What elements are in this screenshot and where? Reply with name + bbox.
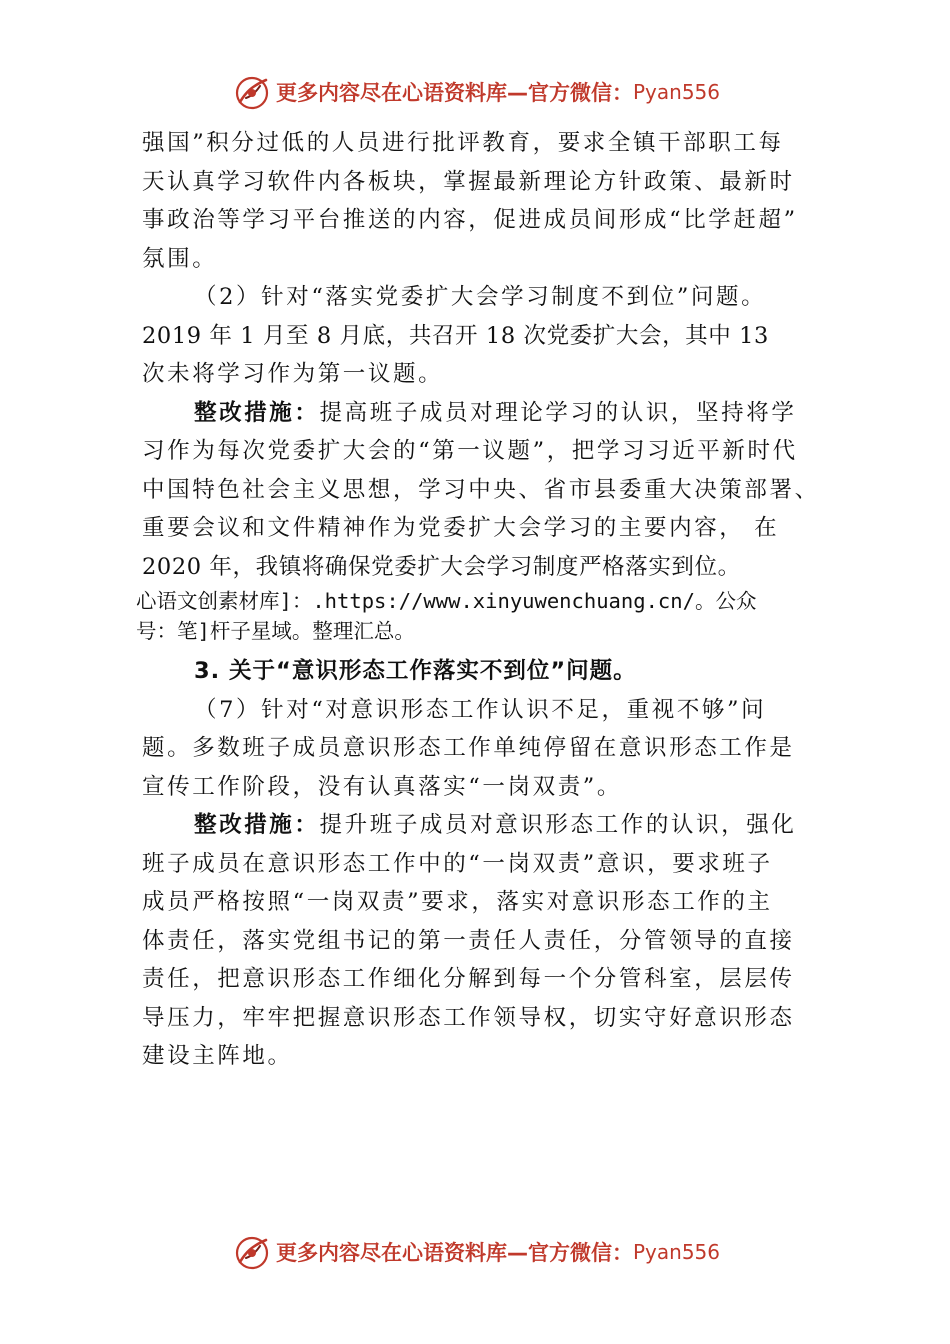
brand-logo-icon: [232, 1232, 272, 1272]
paragraph-line: 次未将学习作为第一议题。: [142, 361, 444, 387]
issue-title-line: （7）针对“对意识形态工作认识不足，重视不够”问: [194, 696, 767, 723]
paragraph-line: 题。多数班子成员意识形态工作单纯停留在意识形态工作是: [142, 735, 795, 761]
brand-logo-icon: [232, 72, 272, 112]
paragraph-line: 成员严格按照“一岗双责”要求，落实对意识形态工作的主: [142, 889, 773, 915]
paragraph-line: 强国”积分过低的人员进行批评教育，要求全镇干部职工每: [142, 130, 784, 156]
paragraph-line: 建设主阵地。: [142, 1043, 293, 1069]
measures-paragraph-line: [142, 394, 822, 433]
paragraph-line: 宣传工作阶段，没有认真落实“一岗双责”。: [142, 773, 623, 800]
banner-wechat-id: Pyan556: [633, 1240, 721, 1264]
paragraph-line: 体责任，落实党组书记的第一责任人责任，分管领导的直接: [142, 927, 795, 954]
source-note-line: 号：笔]杆子星域。整理汇总。: [136, 619, 415, 643]
footer-banner: [232, 1232, 732, 1272]
paragraph-line: 习作为每次党委扩大会的“第一议题”，把学习习近平新时代: [142, 438, 798, 464]
paragraph-line: 2019 年 1 月至 8 月底，共召开 18 次党委扩大会，其中 13: [142, 322, 769, 349]
measures-paragraph-line: [142, 806, 822, 845]
measures-label: 整改措施：: [194, 399, 320, 426]
banner-text: 更多内容尽在心语资料库—官方微信：: [276, 1241, 633, 1265]
source-note-line: 心语文创素材库]：.https://www.xinyuwenchuang.cn/。公众: [136, 589, 757, 613]
measures-label: 整改措施：: [194, 812, 320, 838]
paragraph-line: 中国特色社会主义思想，学习中央、省市县委重大决策部署、: [142, 476, 820, 503]
paragraph-line: 事政治等学习平台推送的内容，促进成员间形成“比学赶超”: [142, 207, 798, 233]
paragraph-line: 重要会议和文件精神作为党委扩大会学习的主要内容， 在: [142, 515, 780, 541]
issue-title-line: （2）针对“落实党委扩大会学习制度不到位”问题。: [194, 284, 767, 310]
paragraph-line: 天认真学习软件内各板块，掌握最新理论方针政策、最新时: [142, 168, 795, 195]
banner-wechat-id: Pyan556: [633, 80, 721, 104]
measures-text: 提高班子成员对理论学习的认识，坚持将学: [319, 399, 797, 426]
banner-text: 更多内容尽在心语资料库—官方微信：: [276, 81, 633, 105]
document-body: [136, 124, 822, 1076]
section-heading: 3. 关于“意识形态工作落实不到位”问题。: [194, 658, 637, 684]
measures-text: 提升班子成员对意识形态工作的认识，强化: [319, 812, 797, 838]
header-banner: [232, 72, 732, 112]
paragraph-line: 班子成员在意识形态工作中的“一岗双责”意识，要求班子: [142, 850, 773, 877]
paragraph-line: 2020 年，我镇将确保党委扩大会学习制度严格落实到位。: [142, 553, 741, 580]
paragraph-line: 氛围。: [142, 245, 218, 272]
paragraph-line: 导压力，牢牢把握意识形态工作领导权，切实守好意识形态: [142, 1004, 795, 1031]
paragraph-line: 责任，把意识形态工作细化分解到每一个分管科室，层层传: [142, 966, 795, 992]
